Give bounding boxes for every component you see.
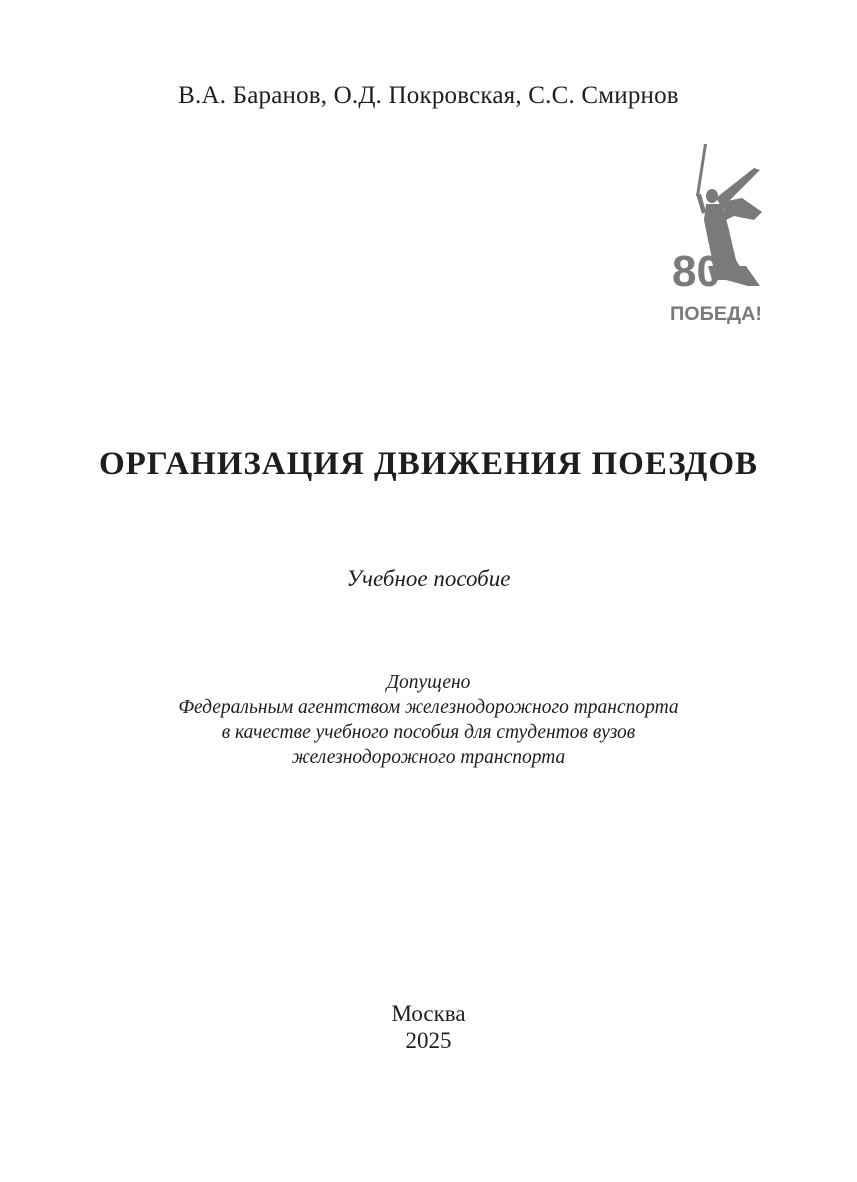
publication-place: Москва [391, 1001, 466, 1026]
authors: В.А. Баранов, О.Д. Покровская, С.С. Смирнов [178, 82, 679, 109]
approval-line: в качестве учебного пособия для студентов вузов [221, 722, 636, 743]
approval-line: Допущено [386, 672, 471, 693]
approval-line: Федеральным агентством железнодорожного транспорта [178, 697, 679, 718]
approval-block [0, 670, 857, 770]
emblem-number: 80 [672, 247, 721, 296]
book-title: ОРГАНИЗАЦИЯ ДВИЖЕНИЯ ПОЕЗДОВ [98, 446, 759, 482]
victory-80-emblem [668, 140, 768, 326]
approval-line: железнодорожного транспорта [291, 747, 566, 768]
emblem-text: ПОБЕДА! [670, 304, 762, 325]
publication-year: 2025 [405, 1028, 452, 1053]
imprint [0, 1000, 857, 1054]
book-subtitle: Учебное пособие [346, 566, 511, 591]
